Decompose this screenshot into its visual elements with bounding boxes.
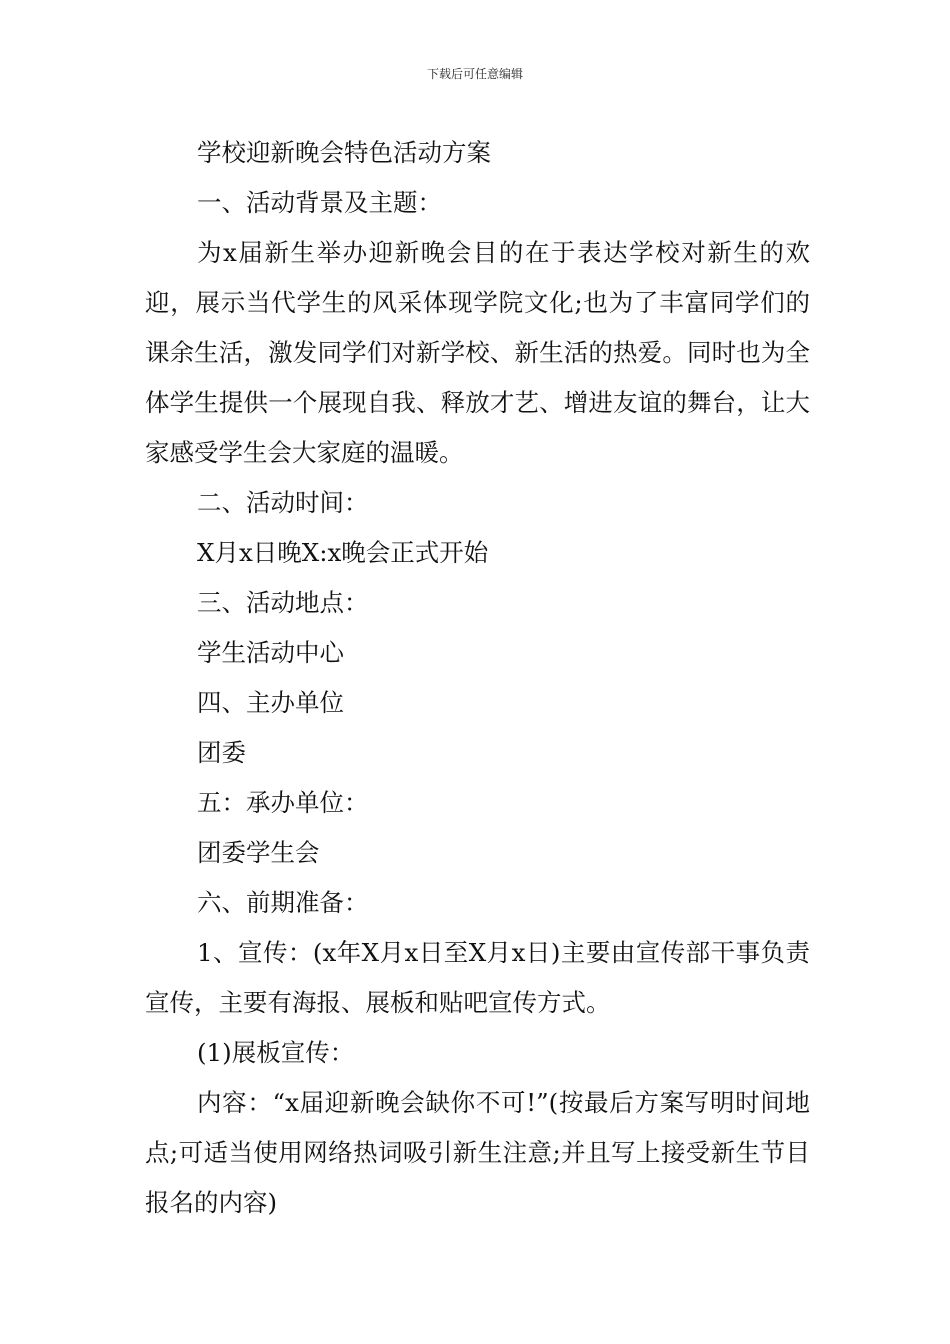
paragraph-background: 为x届新生举办迎新晚会目的在于表达学校对新生的欢迎，展示当代学生的风采体现学院文化;也为了丰富同学们的课余生活，激发同学们对新学校、新生活的热爱。同时也为全体学生提供一个展现自我、释放才艺、增进友谊的舞台，让大家感受学生会大家庭的温暖。 [145, 238, 810, 467]
section-heading-time: 二、活动时间： [197, 488, 369, 517]
paragraph-co-organizer: 团委学生会 [197, 838, 320, 867]
paragraph-location: 学生活动中心 [197, 638, 344, 667]
section-heading-location: 三、活动地点： [197, 588, 369, 617]
paragraph-organizer: 团委 [197, 738, 246, 767]
section-heading-preparation: 六、前期准备： [197, 888, 369, 917]
paragraph-display-content: 内容：“x届迎新晚会缺你不可!”(按最后方案写明时间地点;可适当使用网络热词吸引新生注意;并且写上接受新生节目报名的内容) [145, 1088, 810, 1217]
document-title: 学校迎新晚会特色活动方案 [197, 138, 491, 167]
section-heading-background: 一、活动背景及主题： [197, 188, 442, 217]
section-heading-organizer: 四、主办单位 [197, 688, 344, 717]
paragraph-publicity: 1、宣传：(x年X月x日至X月x日)主要由宣传部干事负责宣传，主要有海报、展板和贴吧宣传方式。 [145, 938, 810, 1017]
document-body [145, 128, 810, 1228]
paragraph-time: X月x日晚X:x晚会正式开始 [197, 538, 489, 567]
section-heading-co-organizer: 五：承办单位： [197, 788, 369, 817]
subheading-display-board: (1)展板宣传： [197, 1038, 355, 1067]
page-header-note: 下载后可任意编辑 [426, 67, 523, 81]
